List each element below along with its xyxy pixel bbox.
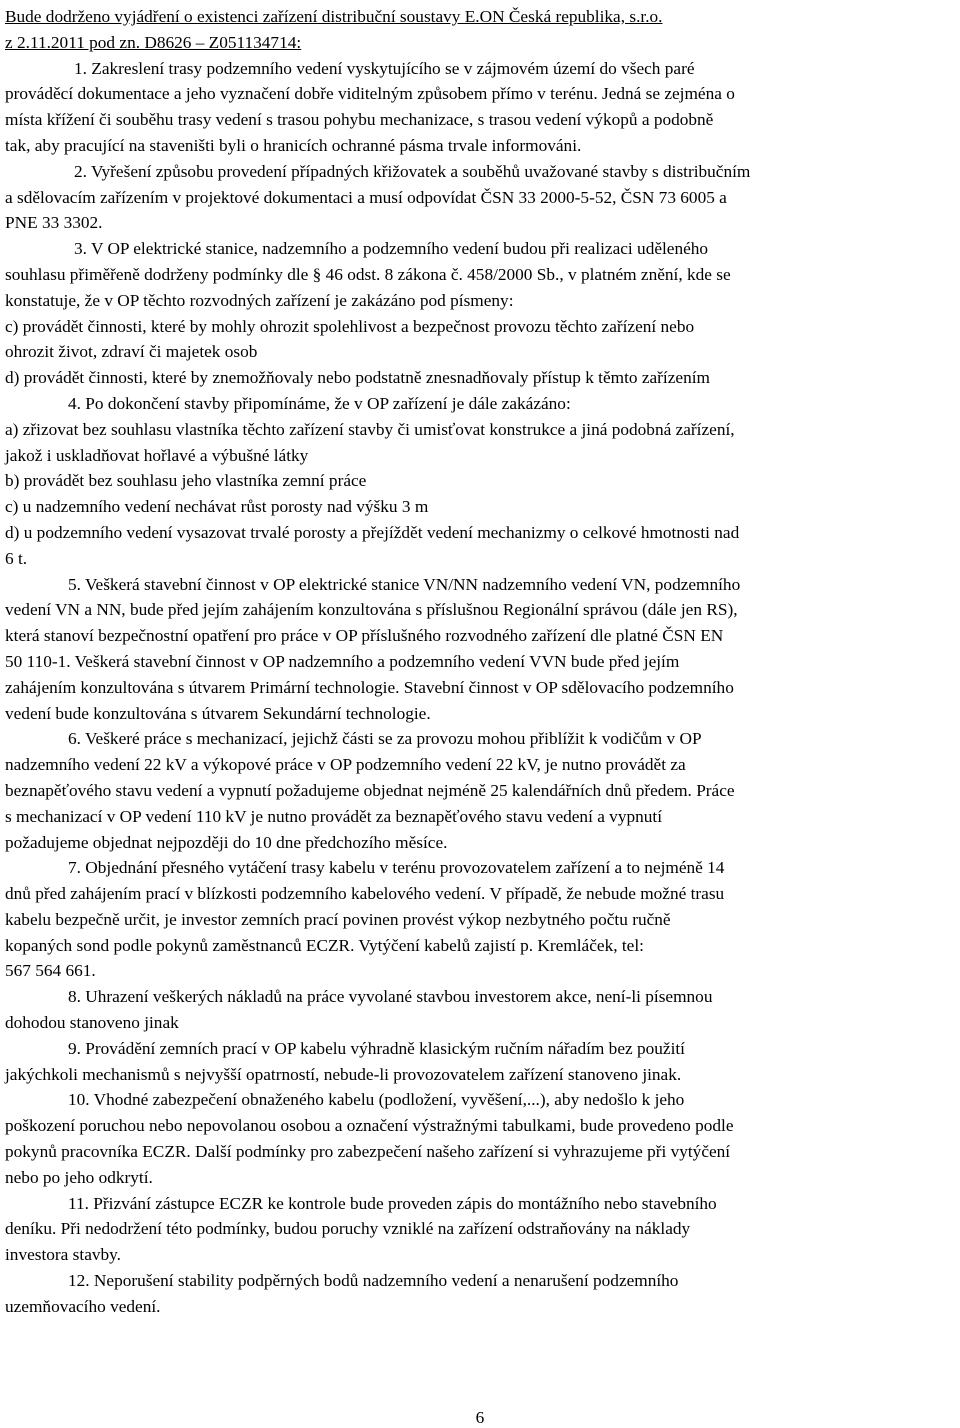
text-line: dnů před zahájením prací v blízkosti podzemního kabelového vedení. V případě, že nebude možné trasu xyxy=(5,884,725,904)
intro-line-2: z 2.11.2011 pod zn. D8626 – Z051134714: xyxy=(5,32,302,52)
text-line: ohrozit život, zdraví či majetek osob xyxy=(5,342,258,362)
text-line: s mechanizací v OP vedení 110 kV je nutno provádět za beznapěťového stavu vedení a vypnutí xyxy=(5,806,662,826)
text-line: 2. Vyřešení způsobu provedení případných křižovatek a souběhů uvažované stavby s distribučním xyxy=(74,161,751,181)
text-line: uzemňovacího vedení. xyxy=(5,1296,161,1316)
text-line: 567 564 661. xyxy=(5,961,96,981)
text-line: PNE 33 3302. xyxy=(5,213,103,233)
text-line: deníku. Při nedodržení této podmínky, budou poruchy vzniklé na zařízení odstraňovány na náklady xyxy=(5,1219,691,1239)
text-line: konstatuje, že v OP těchto rozvodných zařízení je zakázáno pod písmeny: xyxy=(5,290,514,310)
text-line: a) zřizovat bez souhlasu vlastníka těchto zařízení stavby či umisťovat konstrukce a jiná podobná zařízení, xyxy=(5,419,735,439)
text-line: 3. V OP elektrické stanice, nadzemního a podzemního vedení budou při realizaci uděleného xyxy=(74,239,709,259)
page-number: 6 xyxy=(475,1408,485,1427)
text-line: 10. Vhodné zabezpečení obnaženého kabelu (podložení, vyvěšení,...), aby nedošlo k jeho xyxy=(68,1090,685,1110)
text-line: poškození poruchou nebo nepovolanou osobou a označení výstražnými tabulkami, bude provedeno podle xyxy=(5,1116,734,1136)
text-line: d) u podzemního vedení vysazovat trvalé porosty a přejíždět vedení mechanizmy o celkové hmotnosti nad xyxy=(5,522,740,542)
text-line: nebo po jeho odkrytí. xyxy=(5,1167,153,1187)
text-line: pokynů pracovníka ECZR. Další podmínky pro zabezpečení našeho zařízení si vyhrazujeme při vytýčení xyxy=(5,1142,731,1162)
text-line: 11. Přizvání zástupce ECZR ke kontrole bude proveden zápis do montážního nebo stavebního xyxy=(68,1193,717,1213)
text-line: jakož i uskladňovat hořlavé a výbušné látky xyxy=(5,445,309,465)
text-line: 50 110-1. Veškerá stavební činnost v OP nadzemního a podzemního vedení VVN bude před jejím xyxy=(5,651,680,671)
text-line: 8. Uhrazení veškerých nákladů na práce vyvolané stavbou investorem akce, není-li písemnou xyxy=(68,987,713,1007)
conditions-list xyxy=(5,56,957,1320)
text-line: vedení bude konzultována s útvarem Sekundární technologie. xyxy=(5,703,431,723)
text-line: a sdělovacím zařízením v projektové dokumentaci a musí odpovídat ČSN 33 2000-5-52, ČSN 73 6005 a xyxy=(5,187,727,207)
text-line: prováděcí dokumentace a jeho vyznačení dobře viditelným způsobem přímo v terénu. Jedná se zejména o xyxy=(5,84,735,104)
text-line: požadujeme objednat nejpozději do 10 dne předchozího měsíce. xyxy=(5,832,448,852)
text-line: 6 t. xyxy=(5,548,28,568)
text-line: b) provádět bez souhlasu jeho vlastníka zemní práce xyxy=(5,471,367,491)
intro-line-1: Bude dodrženo vyjádření o existenci zařízení distribuční soustavy E.ON Česká republika, s.r.o. xyxy=(5,7,663,26)
text-line: 6. Veškeré práce s mechanizací, jejichž části se za provozu mohou přiblížit k vodičům v OP xyxy=(68,729,702,749)
text-line: nadzemního vedení 22 kV a výkopové práce v OP podzemního vedení 22 kV, je nutno provádět za xyxy=(5,755,686,775)
text-line: 7. Objednání přesného vytáčení trasy kabelu v terénu provozovatelem zařízení a to nejméně 14 xyxy=(68,858,725,878)
text-line: 1. Zakreslení trasy podzemního vedení vyskytujícího se v zájmovém území do všech paré xyxy=(74,58,695,78)
text-line: místa křížení či souběhu trasy vedení s trasou pohybu mechanizace, s trasou vedení výkopů a podobně xyxy=(5,110,714,130)
text-line: tak, aby pracující na staveništi byli o hranicích ochranné pásma trvale informováni. xyxy=(5,135,582,155)
text-line: která stanoví bezpečnostní opatření pro práce v OP příslušného rozvodného zařízení dle platné ČSN EN xyxy=(5,626,724,646)
text-line: kopaných sond podle pokynů zaměstnanců ECZR. Vytýčení kabelů zajistí p. Kremláček, tel: xyxy=(5,935,644,955)
text-line: 5. Veškerá stavební činnost v OP elektrické stanice VN/NN nadzemního vedení VN, podzemního xyxy=(68,574,741,594)
text-line: beznapěťového stavu vedení a vypnutí požadujeme objednat nejméně 25 kalendářních dnů předem. Práce xyxy=(5,780,735,800)
text-line: c) u nadzemního vedení nechávat růst porosty nad výšku 3 m xyxy=(5,497,429,517)
document-body xyxy=(5,4,957,1320)
text-line: zahájením konzultována s útvarem Primární technologie. Stavební činnost v OP sdělovacího podzemního xyxy=(5,677,734,697)
text-line: c) provádět činnosti, které by mohly ohrozit spolehlivost a bezpečnost provozu těchto zařízení nebo xyxy=(5,316,695,336)
text-line: jakýchkoli mechanismů s nejvyšší opatrností, nebude-li provozovatelem zařízení stanoveno jinak. xyxy=(5,1064,682,1084)
text-line: 12. Neporušení stability podpěrných bodů nadzemního vedení a nenarušení podzemního xyxy=(68,1271,679,1291)
text-line: kabelu bezpečně určit, je investor zemních prací povinen provést výkop nezbytného počtu ručně xyxy=(5,909,671,929)
text-line: vedení VN a NN, bude před jejím zahájením konzultována s příslušnou Regionální správou (dále jen RS), xyxy=(5,600,738,620)
text-line: souhlasu přiměřeně dodrženy podmínky dle § 46 odst. 8 zákona č. 458/2000 Sb., v platném znění, kde se xyxy=(5,264,731,284)
text-line: 4. Po dokončení stavby připomínáme, že v OP zařízení je dále zakázáno: xyxy=(68,393,571,413)
text-line: dohodou stanoveno jinak xyxy=(5,1013,179,1033)
text-line: 9. Provádění zemních prací v OP kabelu výhradně klasickým ručním nářadím bez použití xyxy=(68,1038,685,1058)
text-line: d) provádět činnosti, které by znemožňovaly nebo podstatně znesnadňovaly přístup k těmto zařízením xyxy=(5,368,710,388)
text-line: investora stavby. xyxy=(5,1245,121,1265)
